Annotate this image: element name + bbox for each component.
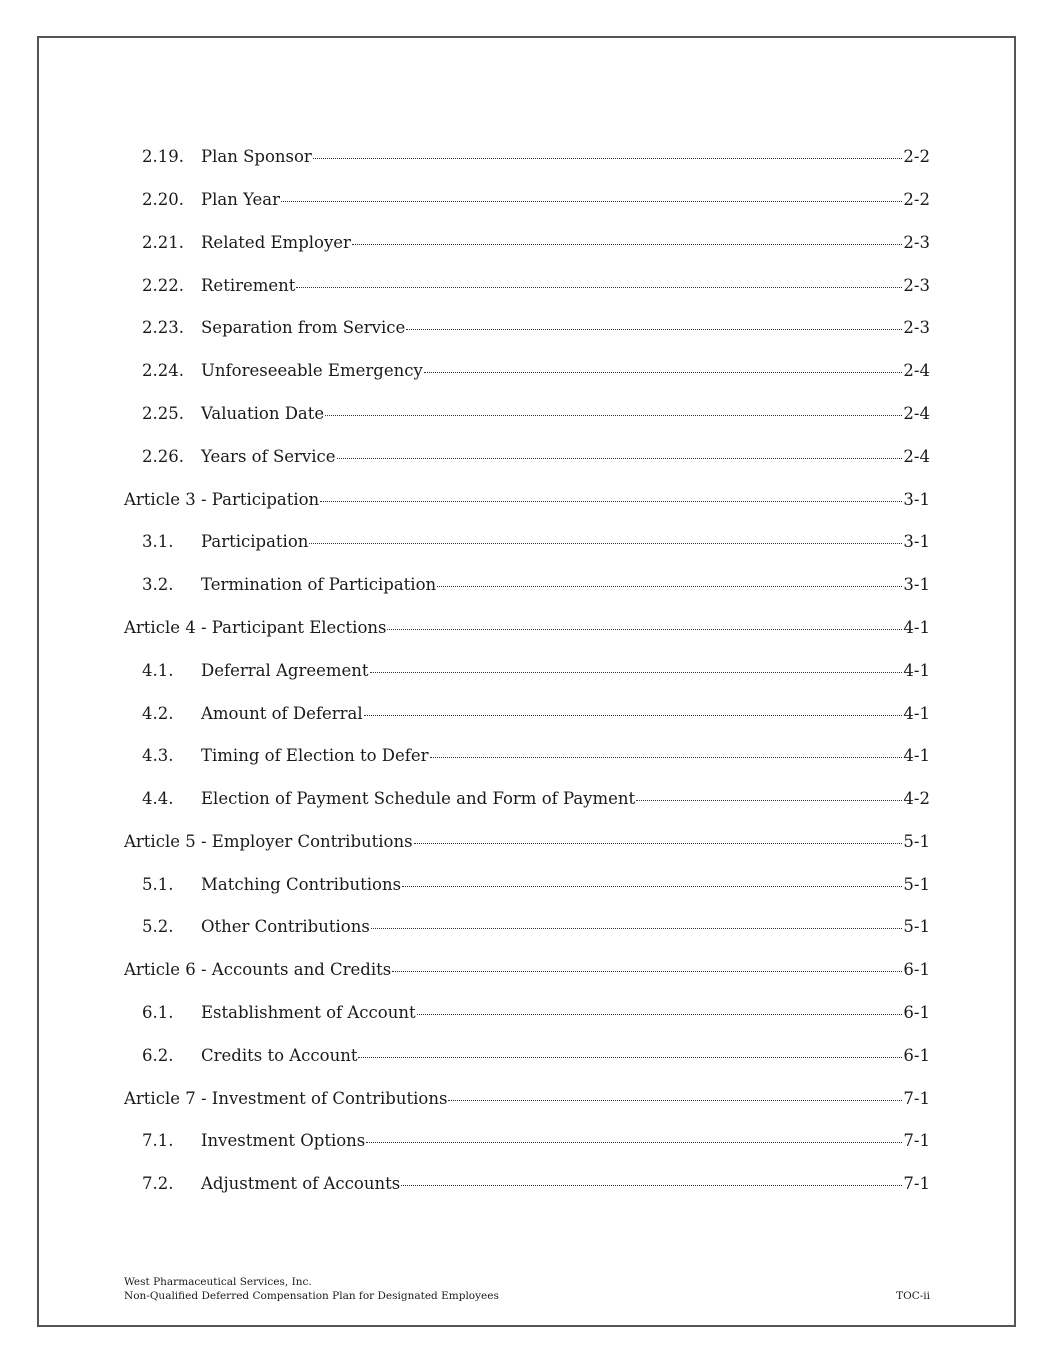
toc-entry-title: Article 7 - Investment of Contributions <box>124 1088 448 1108</box>
toc-entry-title: Separation from Service <box>201 318 406 338</box>
toc-entry-number: 4.1. <box>142 660 174 680</box>
toc-entry-page: 7-1 <box>903 1174 930 1194</box>
toc-dot-leader <box>370 672 903 673</box>
toc-entry-number: 5.1. <box>142 874 174 894</box>
toc-entry-number: 2.26. <box>142 446 184 466</box>
toc-dot-leader <box>387 629 902 630</box>
toc-dot-leader <box>402 886 902 887</box>
toc-entry-number: 5.2. <box>142 917 174 937</box>
toc-entry-title: Retirement <box>201 275 296 295</box>
toc-entry-number: 2.20. <box>142 189 184 209</box>
toc-section-entry[interactable] <box>124 1163 930 1206</box>
toc-entry-line <box>201 232 930 252</box>
toc-dot-leader <box>366 1142 902 1143</box>
toc-dot-leader <box>392 971 902 972</box>
toc-section-entry[interactable] <box>124 735 930 778</box>
toc-entry-page: 5-1 <box>903 917 930 937</box>
toc-entry-line <box>201 703 930 723</box>
toc-section-entry[interactable] <box>124 393 930 436</box>
toc-dot-leader <box>358 1057 902 1058</box>
toc-entry-title: Article 3 - Participation <box>124 489 320 509</box>
toc-entry-title: Amount of Deferral <box>201 703 363 723</box>
toc-entry-line <box>201 874 930 894</box>
toc-section-entry[interactable] <box>124 307 930 350</box>
toc-entry-title: Valuation Date <box>201 403 325 423</box>
toc-section-entry[interactable] <box>124 350 930 393</box>
toc-entry-number: 4.4. <box>142 789 174 809</box>
toc-entry-title: Other Contributions <box>201 917 370 937</box>
toc-section-entry[interactable] <box>124 778 930 821</box>
toc-entry-number: 2.23. <box>142 318 184 338</box>
toc-dot-leader <box>281 201 902 202</box>
toc-entry-number: 2.25. <box>142 403 184 423</box>
toc-entry-line <box>201 534 930 551</box>
toc-entry-page: 4-1 <box>903 660 930 680</box>
toc-entry-page: 4-1 <box>903 617 930 637</box>
toc-entry-line <box>201 149 930 166</box>
toc-entry-page: 3-1 <box>903 575 930 595</box>
toc-section-entry[interactable] <box>124 1035 930 1078</box>
toc-entry-page: 4-1 <box>903 703 930 723</box>
toc-entry-line <box>201 403 930 423</box>
toc-entry-line <box>201 320 930 337</box>
toc-entry-line <box>201 748 930 765</box>
toc-entry-title: Article 6 - Accounts and Credits <box>124 960 392 980</box>
toc-entry-page: 2-2 <box>903 189 930 209</box>
toc-entry-line <box>124 617 930 637</box>
toc-section-entry[interactable] <box>124 650 930 693</box>
toc-entry-page: 7-1 <box>903 1131 930 1151</box>
toc-entry-number: 4.2. <box>142 703 174 723</box>
toc-entry-number: 3.2. <box>142 575 174 595</box>
toc-entry-title: Matching Contributions <box>201 874 402 894</box>
toc-section-entry[interactable] <box>124 864 930 907</box>
footer-plan-name: Non-Qualified Deferred Compensation Plan for Designated Employees <box>124 1290 499 1302</box>
toc-dot-leader <box>414 843 903 844</box>
toc-entry-number: 2.21. <box>142 232 184 252</box>
toc-dot-leader <box>320 501 902 502</box>
toc-entry-page: 3-1 <box>903 532 930 552</box>
toc-section-entry[interactable] <box>124 436 930 479</box>
toc-dot-leader <box>437 586 902 587</box>
toc-entry-page: 5-1 <box>903 831 930 851</box>
toc-entry-title: Related Employer <box>201 232 351 252</box>
toc-article-entry[interactable] <box>124 1078 930 1121</box>
toc-entry-line <box>201 1176 930 1193</box>
toc-section-entry[interactable] <box>124 179 930 222</box>
toc-entry-number: 2.22. <box>142 275 184 295</box>
toc-entry-page: 2-4 <box>903 403 930 423</box>
toc-entry-title: Termination of Participation <box>201 575 437 595</box>
toc-entry-line <box>124 962 930 979</box>
toc-entry-title: Participation <box>201 532 309 552</box>
toc-section-entry[interactable] <box>124 564 930 607</box>
toc-entry-page: 2-3 <box>903 275 930 295</box>
toc-entry-line <box>201 919 930 936</box>
toc-dot-leader <box>313 158 903 159</box>
toc-dot-leader <box>309 543 902 544</box>
toc-entry-line <box>201 1133 930 1150</box>
toc-entry-line <box>201 577 930 594</box>
toc-entry-line <box>201 363 930 380</box>
toc-entry-line <box>201 1005 930 1022</box>
toc-entry-line <box>124 489 930 509</box>
toc-entry-page: 7-1 <box>903 1088 930 1108</box>
toc-section-entry[interactable] <box>124 521 930 564</box>
toc-entry-line <box>201 275 930 295</box>
toc-dot-leader <box>636 800 902 801</box>
toc-entry-number: 6.1. <box>142 1003 174 1023</box>
toc-entry-line <box>201 446 930 466</box>
toc-dot-leader <box>337 458 903 459</box>
toc-dot-leader <box>401 1185 902 1186</box>
toc-section-entry[interactable] <box>124 692 930 735</box>
toc-entry-page: 5-1 <box>903 874 930 894</box>
toc-entry-line <box>124 1088 930 1108</box>
toc-entry-number: 6.2. <box>142 1045 174 1065</box>
toc-entry-title: Unforeseeable Emergency <box>201 361 423 381</box>
toc-entry-page: 2-3 <box>903 318 930 338</box>
toc-article-entry[interactable] <box>124 478 930 521</box>
toc-entry-line <box>201 791 930 808</box>
toc-entry-page: 6-1 <box>903 960 930 980</box>
toc-entry-title: Deferral Agreement <box>201 660 369 680</box>
toc-section-entry[interactable] <box>124 136 930 179</box>
toc-dot-leader <box>430 757 903 758</box>
toc-entry-number: 2.24. <box>142 361 184 381</box>
toc-entry-page: 2-3 <box>903 232 930 252</box>
toc-entry-line <box>124 831 930 851</box>
toc-section-entry[interactable] <box>124 264 930 307</box>
toc-entry-line <box>201 1045 930 1065</box>
toc-entry-number: 3.1. <box>142 532 174 552</box>
toc-dot-leader <box>364 715 903 716</box>
toc-entry-line <box>201 189 930 209</box>
toc-dot-leader <box>371 928 903 929</box>
toc-section-entry[interactable] <box>124 992 930 1035</box>
toc-section-entry[interactable] <box>124 1120 930 1163</box>
toc-entry-page: 2-4 <box>903 446 930 466</box>
toc-dot-leader <box>325 415 902 416</box>
toc-dot-leader <box>424 372 903 373</box>
toc-article-entry[interactable] <box>124 607 930 650</box>
toc-dot-leader <box>352 244 902 245</box>
toc-entry-page: 2-2 <box>903 147 930 167</box>
toc-article-entry[interactable] <box>124 821 930 864</box>
toc-entry-page: 3-1 <box>903 489 930 509</box>
toc-entry-number: 2.19. <box>142 147 184 167</box>
footer-page-label: TOC-ii <box>896 1290 930 1302</box>
toc-entry-number: 7.2. <box>142 1174 174 1194</box>
toc-article-entry[interactable] <box>124 949 930 992</box>
toc-dot-leader <box>417 1014 903 1015</box>
toc-dot-leader <box>296 287 902 288</box>
toc-section-entry[interactable] <box>124 222 930 265</box>
toc-entry-title: Credits to Account <box>201 1045 358 1065</box>
toc-entry-title: Adjustment of Accounts <box>201 1174 401 1194</box>
toc-entry-title: Article 5 - Employer Contributions <box>124 831 413 851</box>
toc-entry-title: Article 4 - Participant Elections <box>124 617 387 637</box>
toc-entry-page: 2-4 <box>903 361 930 381</box>
toc-dot-leader <box>448 1100 902 1101</box>
footer-left <box>124 1275 499 1303</box>
toc-entry-page: 4-2 <box>903 789 930 809</box>
toc-entry-page: 6-1 <box>903 1003 930 1023</box>
toc-entry-title: Plan Year <box>201 189 281 209</box>
toc-entry-title: Timing of Election to Defer <box>201 746 429 766</box>
toc-dot-leader <box>406 329 902 330</box>
toc-entry-title: Investment Options <box>201 1131 366 1151</box>
toc-entry-title: Plan Sponsor <box>201 147 312 167</box>
toc-section-entry[interactable] <box>124 906 930 949</box>
toc-entry-title: Establishment of Account <box>201 1003 416 1023</box>
footer-company: West Pharmaceutical Services, Inc. <box>124 1276 312 1288</box>
toc-entry-page: 4-1 <box>903 746 930 766</box>
toc-entry-line <box>201 660 930 680</box>
table-of-contents <box>124 136 930 1206</box>
toc-entry-title: Election of Payment Schedule and Form of Payment <box>201 789 636 809</box>
toc-entry-number: 7.1. <box>142 1131 174 1151</box>
toc-entry-title: Years of Service <box>201 446 336 466</box>
toc-entry-number: 4.3. <box>142 746 174 766</box>
toc-entry-page: 6-1 <box>903 1045 930 1065</box>
